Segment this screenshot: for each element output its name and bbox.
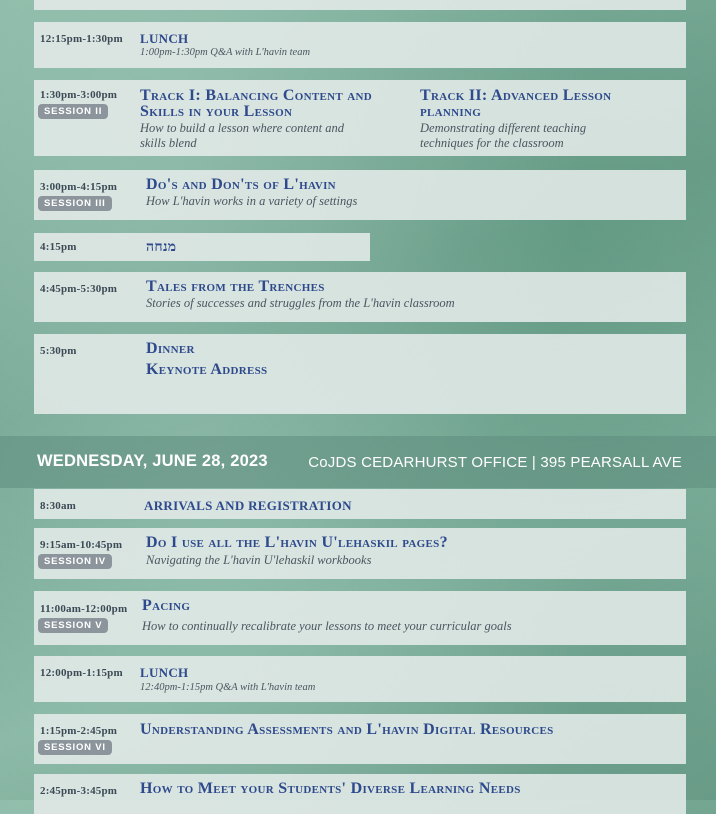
schedule-row-session-4 (34, 528, 686, 579)
row-description: How to continually recalibrate your lessons to meet your curricular goals (142, 619, 512, 633)
row-title: Pacing (142, 597, 191, 614)
track2-title: Track II: Advanced Lesson planning (420, 87, 612, 120)
track1-title: Track I: Balancing Content and Skills in your Lesson (140, 87, 373, 120)
session-badge: SESSION II (38, 104, 108, 119)
row-time: 2:45pm-3:45pm (40, 785, 118, 797)
track2-description: Demonstrating different teaching techniques for the classroom (420, 121, 587, 150)
row-time: 1:30pm-3:00pm (40, 89, 118, 101)
row-time: 1:15pm-2:45pm (40, 725, 118, 737)
schedule-row-top-fragment (34, 0, 686, 10)
schedule-row-diverse-needs (34, 774, 686, 814)
session-badge: SESSION III (38, 196, 112, 211)
row-time: 3:00pm-4:15pm (40, 181, 118, 193)
row-title-secondary: Keynote Address (146, 361, 268, 378)
schedule-row-session-2 (34, 80, 686, 156)
row-title: Dinner (146, 340, 195, 357)
row-time: 9:15am-10:45pm (40, 539, 123, 551)
row-description: Stories of successes and struggles from the L'havin classroom (146, 296, 455, 310)
schedule-row-lunch (34, 22, 686, 68)
row-time: 4:15pm (40, 241, 77, 253)
row-description: 1:00pm-1:30pm Q&A with L'havin team (140, 47, 311, 58)
row-title: How to Meet your Students' Diverse Learning Needs (140, 780, 521, 797)
row-title: ARRIVALS AND REGISTRATION (144, 498, 352, 513)
row-time: 12:15pm-1:30pm (40, 33, 123, 45)
row-title: Tales from the Trenches (146, 278, 325, 295)
row-title: LUNCH (140, 31, 189, 46)
row-time: 8:30am (40, 500, 77, 512)
schedule-row-arrivals (34, 489, 686, 519)
schedule-row-session-5 (34, 591, 686, 645)
session-badge: SESSION VI (38, 740, 112, 755)
row-title: Do I use all the L'havin U'lehaskil pages? (146, 534, 448, 551)
row-description: 12:40pm-1:15pm Q&A with L'havin team (140, 682, 316, 693)
row-time: 12:00pm-1:15pm (40, 667, 123, 679)
day-header-location: CoJDS CEDARHURST OFFICE | 395 PEARSALL AVE (308, 454, 682, 471)
row-title: LUNCH (140, 665, 189, 680)
schedule-row-session-3 (34, 170, 686, 220)
session-badge: SESSION V (38, 618, 108, 633)
schedule-row-tales (34, 272, 686, 322)
session-badge: SESSION IV (38, 554, 112, 569)
row-title: מנחה (146, 239, 177, 255)
schedule-row-lunch-2 (34, 656, 686, 702)
row-description: How L'havin works in a variety of settings (146, 194, 358, 208)
schedule-row-session-6 (34, 714, 686, 764)
day-header-date: WEDNESDAY, JUNE 28, 2023 (37, 452, 268, 470)
row-title: Do's and Don'ts of L'havin (146, 176, 336, 193)
row-description: Navigating the L'havin U'lehaskil workbooks (146, 553, 372, 567)
row-time: 11:00am-12:00pm (40, 603, 128, 615)
row-time: 5:30pm (40, 345, 77, 357)
schedule-row-mincha (34, 233, 370, 261)
row-title: Understanding Assessments and L'havin Digital Resources (140, 721, 554, 738)
track1-description: How to build a lesson where content and skills blend (140, 121, 345, 150)
row-time: 4:45pm-5:30pm (40, 283, 118, 295)
schedule-row-dinner (34, 334, 686, 414)
